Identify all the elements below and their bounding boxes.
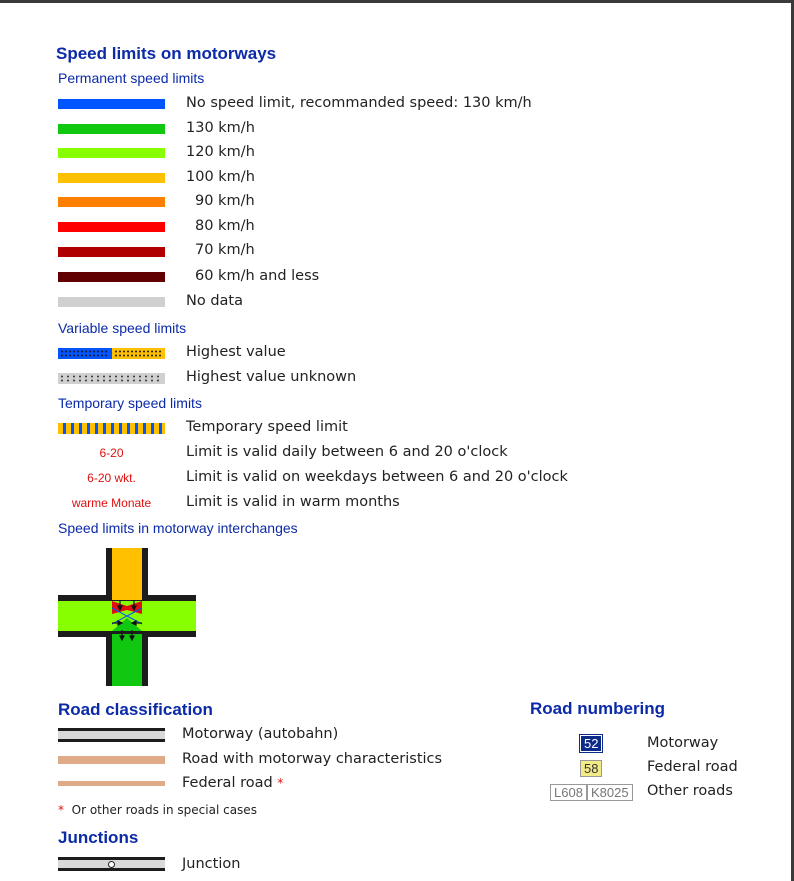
footnote-text: Or other roads in special cases [71, 803, 257, 817]
legend-label-130: 130 km/h [186, 120, 255, 136]
legend-label-warm-months: Limit is valid in warm months [186, 494, 400, 510]
legend-label-motorway-characteristics: Road with motorway characteristics [182, 751, 443, 767]
legend-line-junction [58, 857, 165, 871]
legend-bar-variable-unknown [58, 373, 165, 384]
variable-heading: Variable speed limits [58, 320, 187, 336]
legend-label-70: 70 km/h [195, 242, 255, 258]
interchange-diagram [58, 548, 196, 686]
numbering-label-other: Other roads [647, 783, 733, 799]
legend-label-90: 90 km/h [195, 193, 255, 209]
junctions-heading: Junctions [58, 828, 139, 847]
legend-bar-70 [58, 247, 165, 257]
legend-bar-temporary [58, 423, 165, 434]
legend-label-highest-value: Highest value [186, 344, 286, 360]
motorway-sign: 52 [580, 735, 602, 752]
temporary-heading: Temporary speed limits [58, 395, 202, 411]
legend-label-no-data: No data [186, 293, 243, 309]
legend-label-no-limit: No speed limit, recommanded speed: 130 km/h [186, 95, 532, 111]
classification-footnote [58, 803, 257, 817]
legend-bar-no-limit [58, 99, 165, 109]
other-sign-l608: L608 [550, 784, 587, 801]
federal-label-text: Federal road [182, 775, 273, 791]
legend-label-60: 60 km/h and less [195, 268, 320, 284]
legend-label-junction: Junction [182, 856, 241, 872]
legend-line-federal [58, 781, 165, 786]
legend-bar-90 [58, 197, 165, 207]
numbering-label-motorway: Motorway [647, 735, 719, 751]
federal-sign: 58 [580, 760, 602, 777]
legend-label-federal [182, 775, 283, 791]
interchanges-heading: Speed limits in motorway interchanges [58, 520, 298, 536]
legend-bar-60 [58, 272, 165, 282]
legend-symbol-warm-months: warme Monate [71, 496, 152, 510]
window-top-border [0, 0, 794, 3]
legend-label-highest-unknown: Highest value unknown [186, 369, 357, 385]
junction-circle-icon [108, 861, 115, 868]
legend-label-120: 120 km/h [186, 144, 255, 160]
legend-bar-80 [58, 222, 165, 232]
legend-symbol-6-20-wkt: 6-20 wkt. [87, 471, 136, 485]
federal-footnote-marker: * [277, 776, 284, 790]
legend-bar-120 [58, 148, 165, 158]
classification-heading: Road classification [58, 700, 213, 719]
legend-label-motorway: Motorway (autobahn) [182, 726, 339, 742]
legend-label-daily: Limit is valid daily between 6 and 20 o'clock [186, 444, 508, 460]
other-sign-k8025: K8025 [587, 784, 633, 801]
legend-label-100: 100 km/h [186, 169, 255, 185]
legend-bar-variable-highest [58, 348, 165, 359]
legend-label-80: 80 km/h [195, 218, 255, 234]
legend-label-temporary: Temporary speed limit [186, 419, 348, 435]
footnote-marker: * [58, 803, 64, 817]
legend-line-motorway [58, 728, 165, 742]
legend-line-motorway-characteristics [58, 756, 165, 764]
legend-bar-100 [58, 173, 165, 183]
legend-bar-130 [58, 124, 165, 134]
legend-bar-no-data [58, 297, 165, 307]
permanent-heading: Permanent speed limits [58, 70, 205, 86]
page-title: Speed limits on motorways [56, 44, 277, 63]
numbering-label-federal: Federal road [647, 759, 738, 775]
numbering-heading: Road numbering [530, 699, 666, 718]
legend-label-weekdays: Limit is valid on weekdays between 6 and 20 o'clock [186, 469, 568, 485]
legend-symbol-6-20: 6-20 [99, 446, 124, 460]
